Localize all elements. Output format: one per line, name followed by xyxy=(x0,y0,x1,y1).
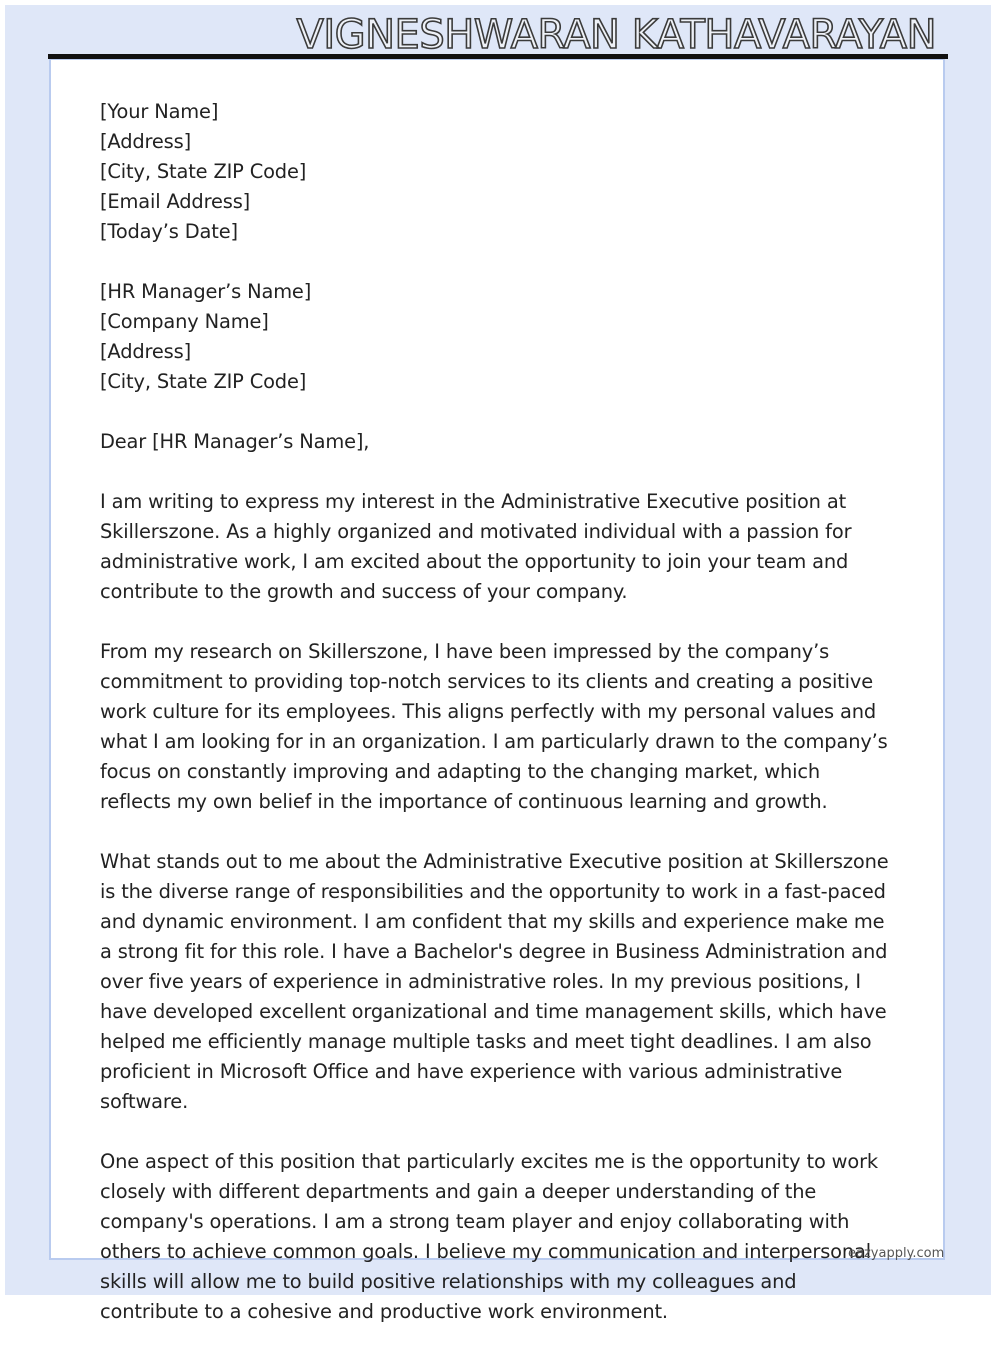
paragraph-qualifications: What stands out to me about the Administrative Executive position at Skillerszone is the diverse range of responsibilities and the opportunity to work in a fast-paced and dynamic environment. I am confident that my skills and experience make me a strong fit for this role. I have a Bachelor's degree in Business Administration and over five years of experience in administrative roles. In my previous positions, I have developed excellent organizational and time management skills, which have helped me efficiently manage multiple tasks and meet tight deadlines. I am also proficient in Microsoft Office and have experience with various administrative software. xyxy=(100,850,889,1113)
sender-city-state-zip: [City, State ZIP Code] xyxy=(100,160,307,183)
recipient-block xyxy=(100,277,896,397)
sender-block xyxy=(100,97,896,247)
paragraph-intro: I am writing to express my interest in the Administrative Executive position at Skillerszone. As a highly organized and motivated individual with a passion for administrative work, I am excited about the opportunity to join your team and contribute to the growth and success of your company. xyxy=(100,490,852,603)
sender-name: [Your Name] xyxy=(100,100,219,123)
recipient-company: [Company Name] xyxy=(100,310,269,333)
header-name: VIGNESHWARAN KATHAVARAYAN xyxy=(296,12,936,58)
paragraph-collaboration: One aspect of this position that particularly excites me is the opportunity to work closely with different departments and gain a deeper understanding of the company's operations. I am a strong team player and enjoy collaborating with others to achieve common goals. I believe my communication and interpersonal skills will allow me to build positive relationships with my colleagues and contribute to a cohesive and productive work environment. xyxy=(100,1150,879,1323)
letter-date: [Today’s Date] xyxy=(100,220,238,243)
watermark: eazyapply.com xyxy=(848,1246,945,1261)
recipient-city-state-zip: [City, State ZIP Code] xyxy=(100,370,307,393)
sender-address: [Address] xyxy=(100,130,192,153)
spacer xyxy=(100,247,896,277)
recipient-address: [Address] xyxy=(100,340,192,363)
spacer xyxy=(100,397,896,427)
cover-letter-body xyxy=(100,97,896,1357)
paragraph-research: From my research on Skillerszone, I have been impressed by the company’s commitment to providing top-notch services to its clients and creating a positive work culture for its employees. This aligns perfectly with my personal values and what I am looking for in an organization. I am particularly drawn to the company’s focus on constantly improving and adapting to the changing market, which reflects my own belief in the importance of continuous learning and growth. xyxy=(100,640,888,813)
recipient-manager: [HR Manager’s Name] xyxy=(100,280,312,303)
sender-email: [Email Address] xyxy=(100,190,251,213)
salutation: Dear [HR Manager’s Name], xyxy=(100,430,370,453)
